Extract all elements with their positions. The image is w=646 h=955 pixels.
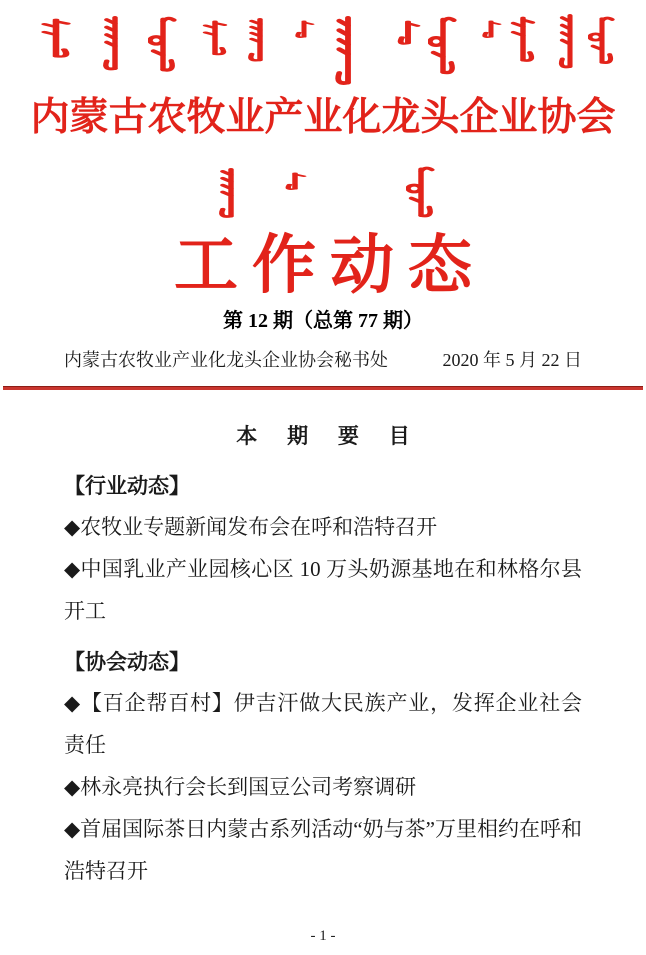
- mongolian-glyph-icon: [283, 172, 307, 196]
- toc-heading: 本 期 要 目: [236, 425, 422, 448]
- mongolian-glyph-icon: [332, 16, 364, 92]
- toc-item: ◆中国乳业产业园核心区 10 万头奶源基地在和林格尔县开工: [64, 557, 582, 623]
- issue-line: 第 12 期（总第 77 期）: [223, 310, 423, 332]
- mongolian-glyph-icon: [428, 16, 458, 84]
- mongolian-glyph-icon: [148, 16, 178, 81]
- mongolian-glyph-icon: [556, 14, 584, 74]
- mongolian-glyph-icon: [293, 20, 315, 44]
- toc-item: ◆【百企帮百村】伊吉汗做大民族产业，发挥企业社会责任: [64, 691, 582, 757]
- publish-date: 2020 年 5 月 22 日: [442, 350, 582, 370]
- mongolian-glyph-icon: [100, 16, 130, 76]
- toc-section-title-industry: 【行业动态】: [64, 475, 190, 498]
- toc-item: ◆农牧业专题新闻发布会在呼和浩特召开: [64, 515, 438, 539]
- bulletin-title: 工作动态: [174, 230, 486, 301]
- toc: [64, 420, 582, 892]
- mongolian-glyph-icon: [588, 16, 616, 72]
- toc-item: ◆首届国际茶日内蒙古系列活动“奶与茶”万里相约在呼和浩特召开: [64, 817, 582, 883]
- mongolian-glyph-icon: [245, 18, 275, 66]
- mongolian-glyph-icon: [200, 20, 230, 60]
- divider-rule: [3, 386, 643, 390]
- toc-item: ◆林永亮执行会长到国豆公司考察调研: [64, 775, 417, 799]
- page-number: - 1 -: [310, 928, 336, 944]
- publisher-row: [64, 346, 582, 372]
- org-name-title: 内蒙古农牧业产业化龙头企业协会: [30, 96, 616, 139]
- publisher-name: 内蒙古农牧业产业化龙头企业协会秘书处: [64, 350, 388, 370]
- mongolian-glyph-icon: [508, 16, 538, 68]
- toc-section-title-association: 【协会动态】: [64, 651, 190, 674]
- mongolian-glyph-icon: [395, 20, 421, 53]
- mongolian-glyph-icon: [480, 20, 502, 44]
- mongolian-glyph-icon: [38, 18, 74, 63]
